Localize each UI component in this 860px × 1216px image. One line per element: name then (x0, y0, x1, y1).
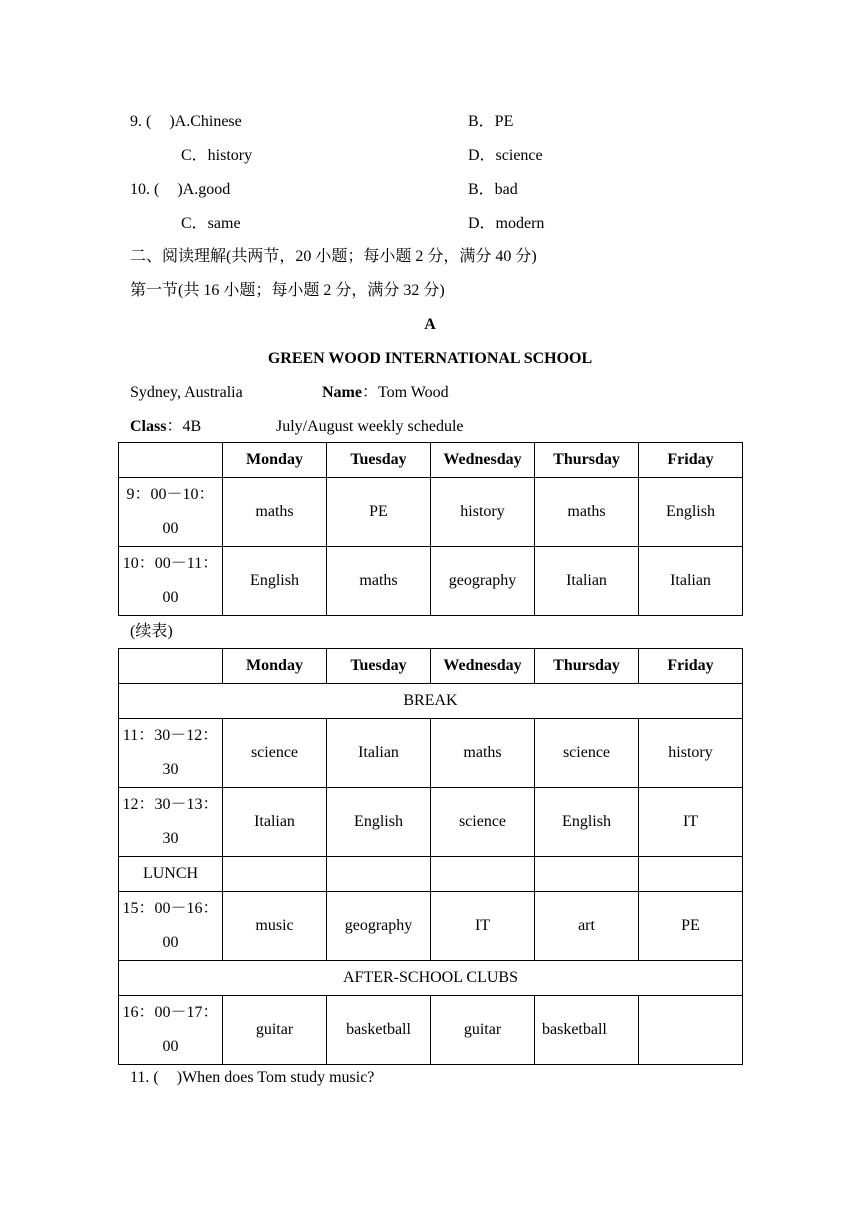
club-cell: guitar (223, 996, 327, 1065)
day-header: Friday (639, 443, 743, 478)
subject-cell: maths (223, 478, 327, 547)
time-start: 11：30－12： (122, 727, 219, 744)
name-value: ：Tom Wood (361, 384, 449, 401)
subject-cell: IT (431, 892, 535, 961)
subject-cell: science (223, 719, 327, 788)
break-row (119, 684, 743, 719)
question-11 (130, 1068, 374, 1088)
corner-cell (119, 443, 223, 478)
day-header: Monday (223, 443, 327, 478)
question-text: )When does Tom study music? (176, 1069, 375, 1086)
time-end: 30 (162, 761, 179, 778)
empty-cell (431, 857, 535, 892)
table-row (119, 892, 743, 961)
clubs-cell: AFTER-SCHOOL CLUBS (119, 961, 743, 996)
question-9 (130, 112, 242, 132)
table-row (119, 547, 743, 616)
corner-cell (119, 649, 223, 684)
subject-cell: Italian (535, 547, 639, 616)
location: Sydney, Australia (130, 384, 243, 401)
day-header: Wednesday (431, 649, 535, 684)
subject-cell: science (431, 788, 535, 857)
club-cell (639, 996, 743, 1065)
subject-cell: history (431, 478, 535, 547)
time-cell (119, 478, 223, 547)
clubs-row (119, 961, 743, 996)
subject-cell: Italian (327, 719, 431, 788)
club-cell: basketball (535, 996, 639, 1065)
school-name: GREEN WOOD INTERNATIONAL SCHOOL (267, 350, 593, 367)
subject-cell: English (327, 788, 431, 857)
option-a: )A.Chinese (169, 113, 242, 130)
header-row (119, 443, 743, 478)
question-number: 9. ( (130, 113, 152, 130)
class-label: Class (130, 418, 167, 435)
subject-cell: maths (535, 478, 639, 547)
subject-cell: Italian (223, 788, 327, 857)
subject-cell: English (223, 547, 327, 616)
time-start: 16：00－17： (122, 1004, 219, 1021)
class-value: ：4B (166, 418, 202, 435)
time-start: 15：00－16： (122, 900, 219, 917)
subject-cell: PE (639, 892, 743, 961)
subject-cell: PE (327, 478, 431, 547)
subject-cell: English (639, 478, 743, 547)
time-cell (119, 996, 223, 1065)
subject-cell: IT (639, 788, 743, 857)
time-cell (119, 547, 223, 616)
subject-cell: history (639, 719, 743, 788)
table-row (119, 788, 743, 857)
table-row (119, 719, 743, 788)
lunch-row (119, 857, 743, 892)
day-header: Thursday (535, 443, 639, 478)
schedule-table-1 (118, 442, 743, 616)
subject-cell: English (535, 788, 639, 857)
time-cell (119, 788, 223, 857)
student-name (322, 383, 449, 403)
class-info (130, 417, 201, 437)
continued-label: (续表) (130, 623, 173, 640)
option-a: )A.good (177, 181, 231, 198)
subject-cell: maths (431, 719, 535, 788)
empty-cell (327, 857, 431, 892)
day-header: Tuesday (327, 443, 431, 478)
time-start: 10：00－11： (122, 555, 219, 572)
day-header: Friday (639, 649, 743, 684)
time-end: 00 (162, 934, 179, 951)
question-10 (130, 180, 230, 200)
header-row (119, 649, 743, 684)
day-header: Monday (223, 649, 327, 684)
option-c: C．history (181, 147, 253, 164)
lunch-cell: LUNCH (119, 857, 223, 892)
schedule-table-2 (118, 648, 743, 1065)
subject-cell: science (535, 719, 639, 788)
option-d: D．science (468, 147, 543, 164)
time-cell (119, 892, 223, 961)
empty-cell (223, 857, 327, 892)
option-b: B．PE (468, 113, 514, 130)
day-header: Tuesday (327, 649, 431, 684)
day-header: Thursday (535, 649, 639, 684)
club-cell: basketball (327, 996, 431, 1065)
time-end: 00 (162, 1038, 179, 1055)
subsection-heading: 第一节(共 16 小题；每小题 2 分，满分 32 分) (130, 282, 445, 299)
time-end: 00 (162, 520, 179, 537)
time-cell (119, 719, 223, 788)
table-row (119, 996, 743, 1065)
subject-cell: geography (327, 892, 431, 961)
subject-cell: art (535, 892, 639, 961)
break-cell: BREAK (119, 684, 743, 719)
passage-letter: A (424, 316, 436, 333)
time-start: 12：30－13： (122, 796, 219, 813)
question-number: 10. ( (130, 181, 160, 198)
time-start: 9：00－10： (126, 486, 215, 503)
time-end: 30 (162, 830, 179, 847)
option-c: C．same (181, 215, 241, 232)
subject-cell: geography (431, 547, 535, 616)
option-d: D．modern (468, 215, 545, 232)
time-end: 00 (162, 589, 179, 606)
club-cell: guitar (431, 996, 535, 1065)
empty-cell (535, 857, 639, 892)
subject-cell: Italian (639, 547, 743, 616)
schedule-title: July/August weekly schedule (276, 418, 464, 435)
empty-cell (639, 857, 743, 892)
day-header: Wednesday (431, 443, 535, 478)
section-heading: 二、阅读理解(共两节，20 小题；每小题 2 分，满分 40 分) (130, 248, 537, 265)
table-row (119, 478, 743, 547)
question-number: 11. ( (130, 1069, 159, 1086)
subject-cell: music (223, 892, 327, 961)
option-b: B．bad (468, 181, 518, 198)
subject-cell: maths (327, 547, 431, 616)
name-label: Name (322, 384, 362, 401)
